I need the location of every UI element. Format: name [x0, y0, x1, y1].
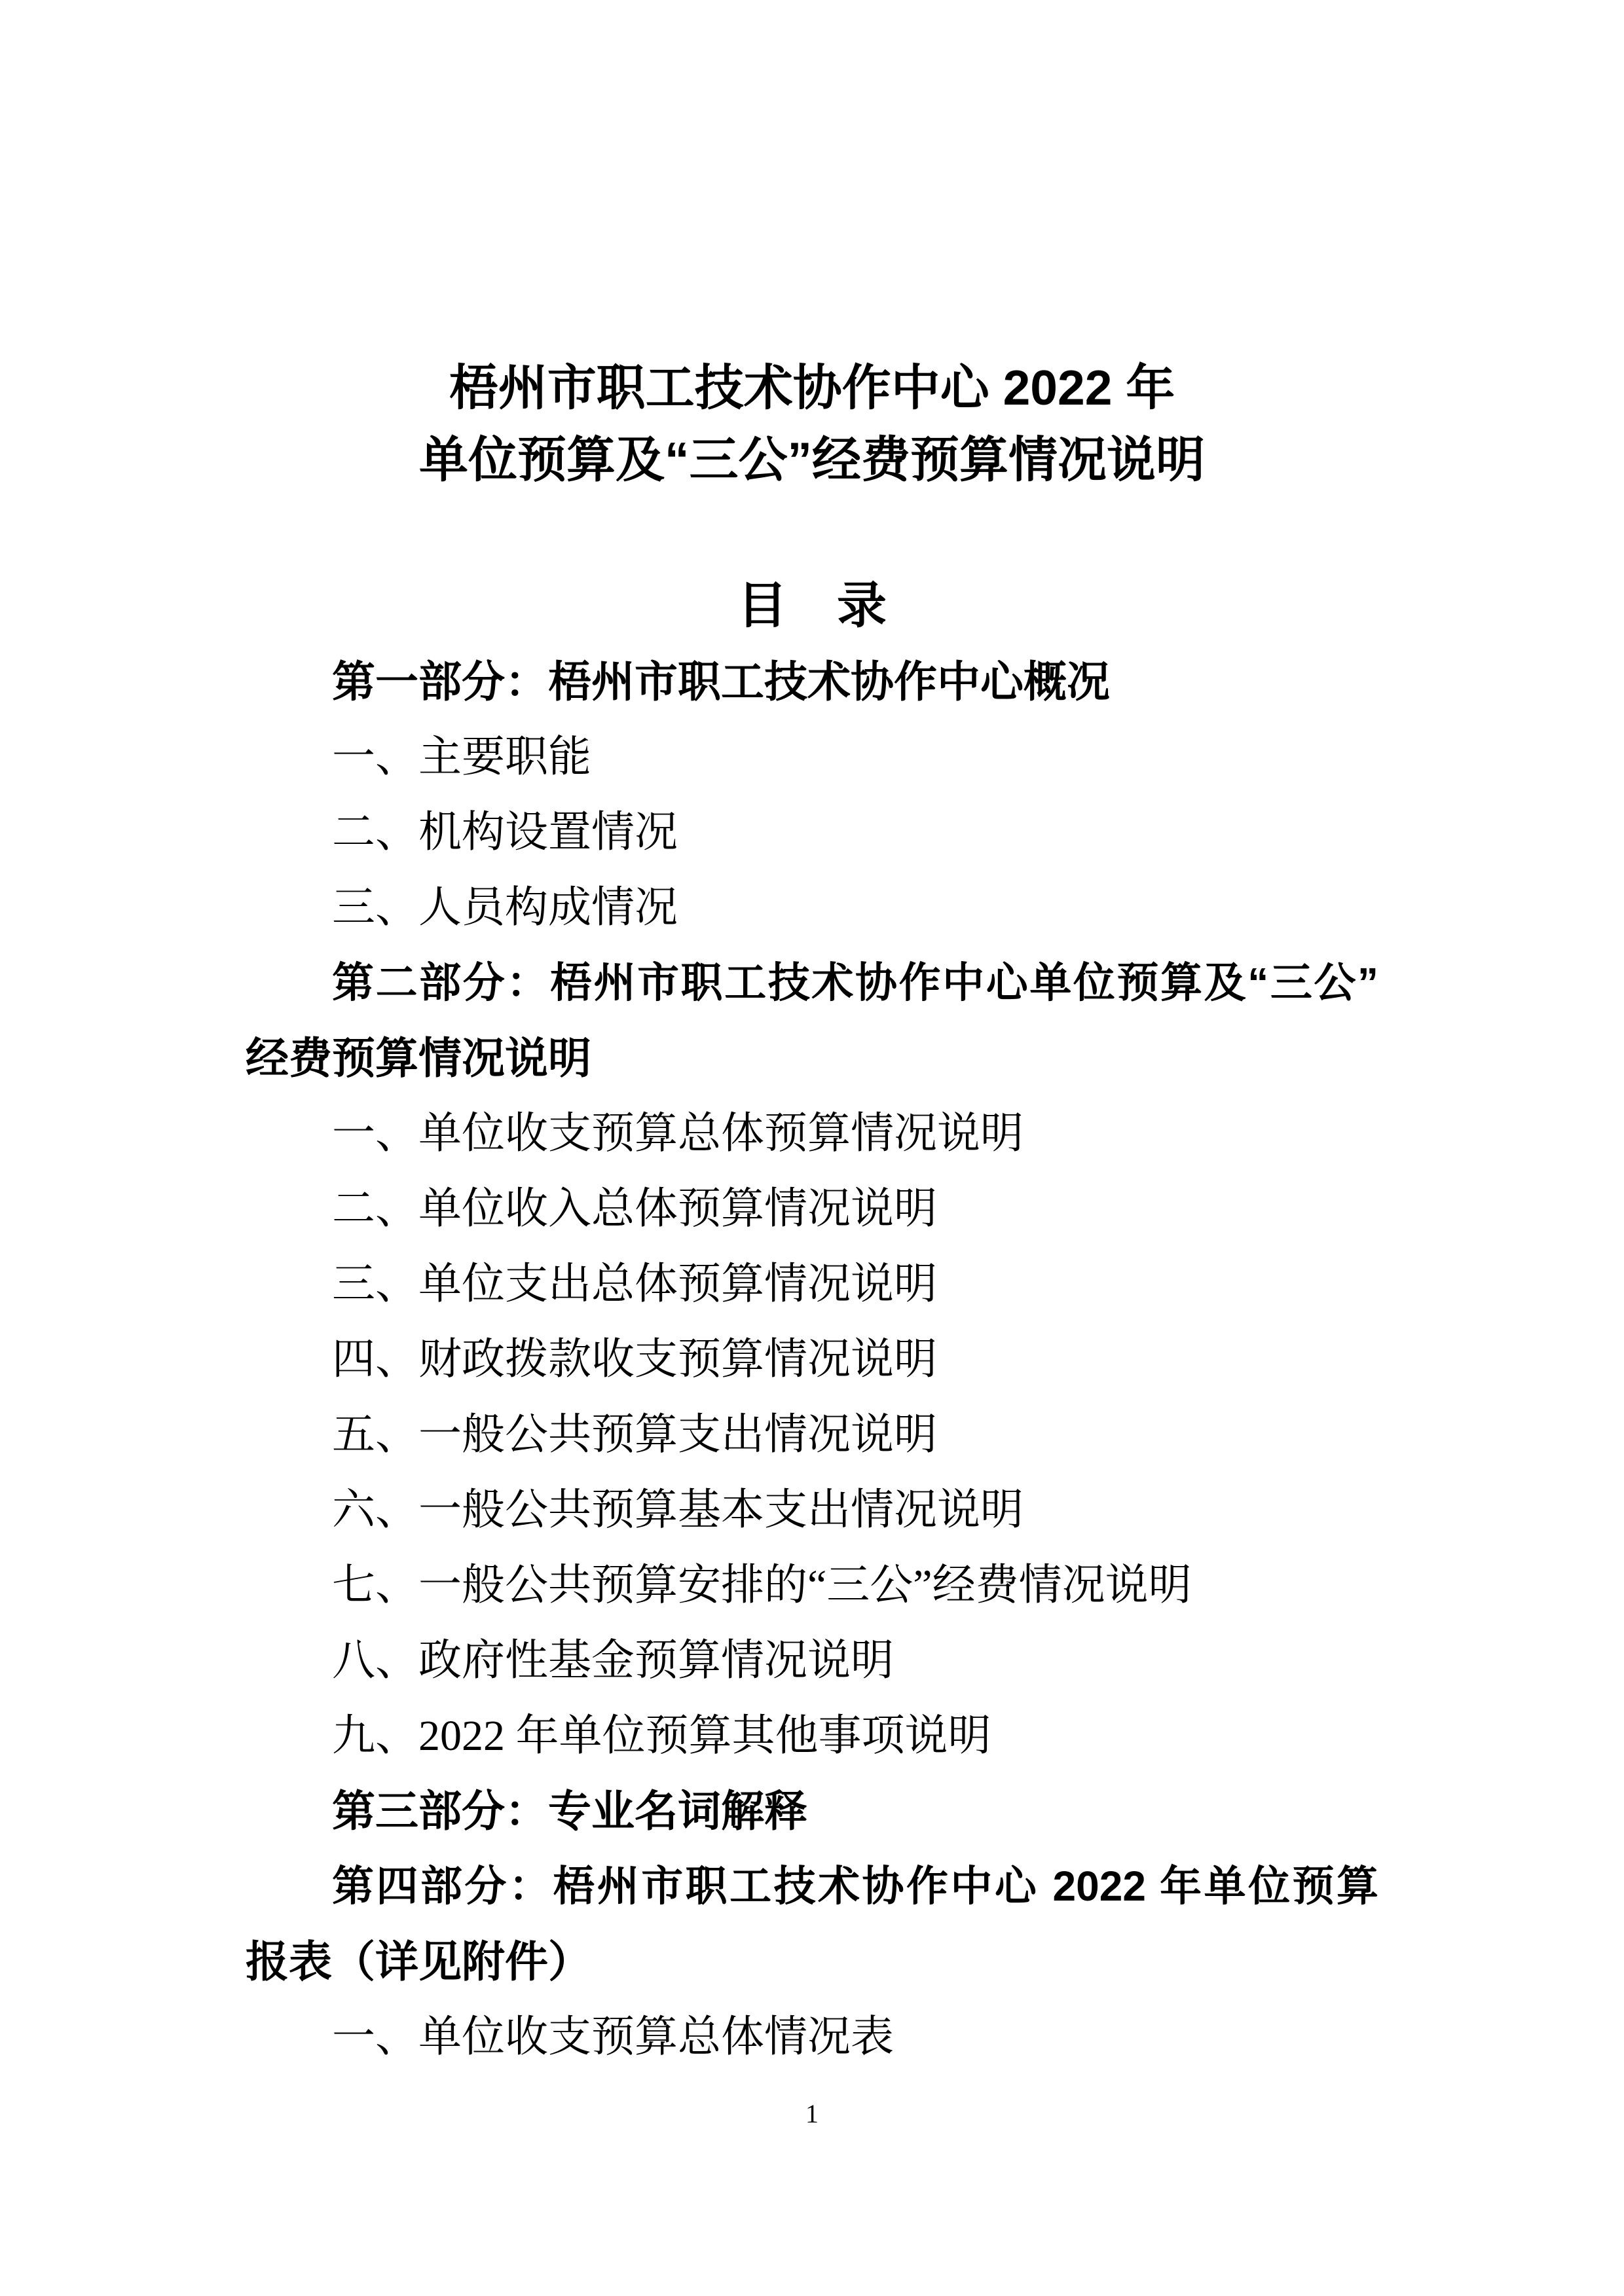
toc-line: 一、单位收支预算总体预算情况说明	[332, 1110, 1024, 1157]
document-title	[246, 352, 1378, 496]
toc-line: 经费预算情况说明	[246, 1034, 591, 1082]
toc-line: 第二部分：梧州市职工技术协作中心单位预算及“三公”	[332, 959, 1378, 1006]
toc-line: 第三部分：专业名词解释	[332, 1787, 807, 1835]
toc-line: 一、主要职能	[332, 733, 591, 781]
toc-line: 九、2022 年单位预算其他事项说明	[332, 1712, 991, 1760]
toc-line: 三、单位支出总体预算情况说明	[332, 1260, 937, 1308]
toc-line: 报表（详见附件）	[246, 1937, 591, 1986]
document-content	[246, 352, 1378, 2075]
toc-line: 第一部分：梧州市职工技术协作中心概况	[332, 657, 1110, 706]
toc-line: 第四部分：梧州市职工技术协作中心 2022 年单位预算	[332, 1863, 1378, 1910]
toc-line: 二、机构设置情况	[332, 809, 678, 856]
toc-line: 四、财政拨款收支预算情况说明	[332, 1336, 937, 1383]
toc-line: 八、政府性基金预算情况说明	[332, 1637, 894, 1685]
toc-line: 六、一般公共预算基本支出情况说明	[332, 1486, 1024, 1534]
toc-line: 二、单位收入总体预算情况说明	[332, 1185, 937, 1233]
document-title-line-1: 梧州市职工技术协作中心 2022 年	[449, 360, 1175, 415]
toc-line: 五、一般公共预算支出情况说明	[332, 1411, 937, 1459]
toc-line: 三、人员构成情况	[332, 884, 678, 932]
toc-heading: 目 录	[737, 578, 887, 634]
document-title-line-2: 单位预算及“三公”经费预算情况说明	[418, 432, 1205, 487]
toc-line: 一、单位收支预算总体情况表	[332, 2013, 894, 2061]
page-number: 1	[805, 2099, 819, 2128]
toc-line: 七、一般公共预算安排的“三公”经费情况说明	[332, 1561, 1192, 1609]
toc-list	[246, 644, 1378, 2075]
